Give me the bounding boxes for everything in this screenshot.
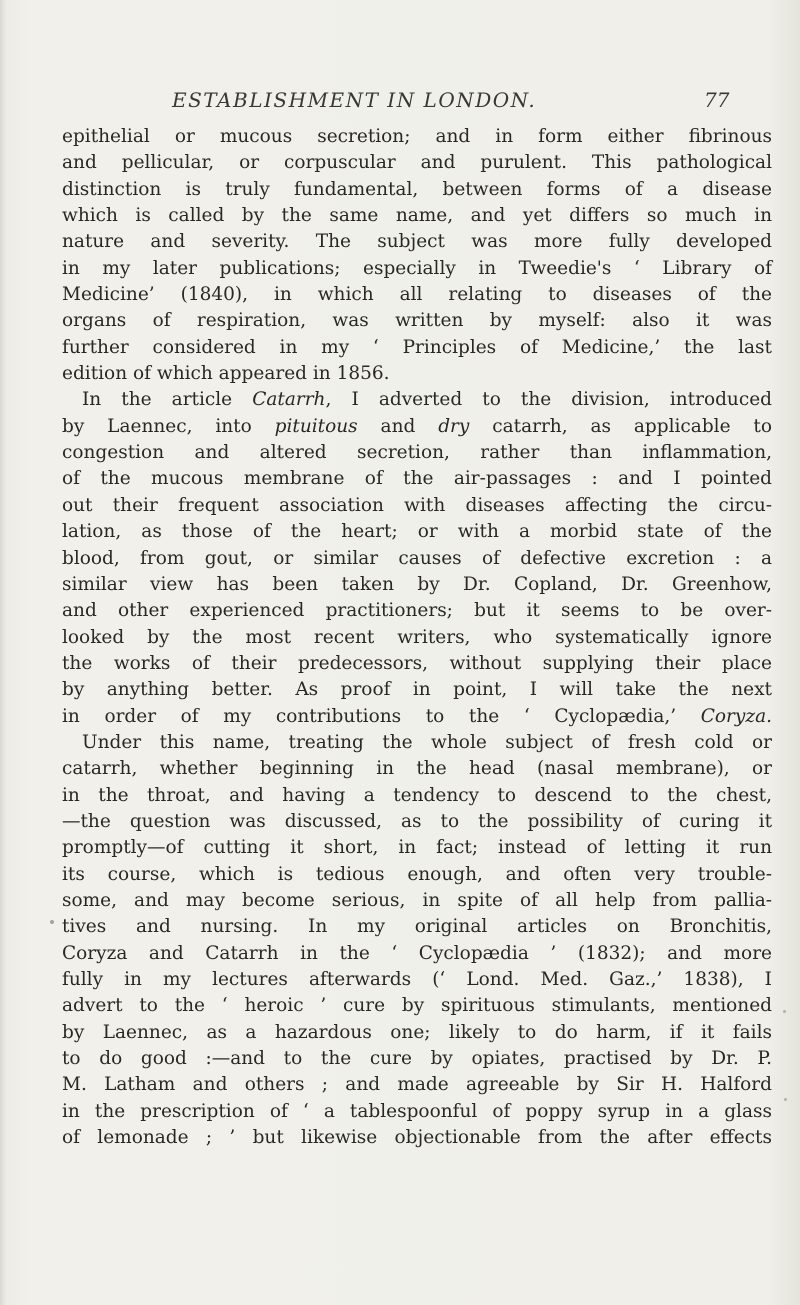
running-head [0, 88, 800, 118]
text-line: advert to the ‘ heroic ’ cure by spirituous stimulants, mentioned [62, 995, 772, 1017]
italic-term: Catarrh [252, 389, 326, 411]
text-line: to do good :—and to the cure by opiates, practised by Dr. P. [62, 1048, 772, 1070]
margin-mark [50, 920, 54, 924]
text-line: Coryza and Catarrh in the ‘ Cyclopædia ’ (1832); and more [62, 942, 772, 964]
text-line: M. Latham and others ; and made agreeable by Sir H. Halford [62, 1074, 772, 1096]
text-line: In the article Catarrh, I adverted to the division, introduced [82, 389, 772, 411]
text-line: by Laennec, as a hazardous one; likely to do harm, if it fails [62, 1021, 772, 1043]
text-line: out their frequent association with diseases affecting the circu- [62, 494, 772, 516]
text-line: congestion and altered secretion, rather than inflammation, [62, 442, 772, 464]
body-text [62, 124, 772, 1151]
text-line: promptly—of cutting it short, in fact; instead of letting it run [62, 837, 772, 859]
text-line: in my later publications; especially in Tweedie's ‘ Library of [62, 257, 772, 279]
text-line: Medicine’ (1840), in which all relating to diseases of the [62, 284, 772, 306]
page-number: 77 [704, 88, 730, 112]
text-line: fully in my lectures afterwards (‘ Lond. Med. Gaz.,’ 1838), I [62, 969, 772, 990]
text-line: further considered in my ‘ Principles of Medicine,’ the last [62, 336, 772, 358]
text-line: and pellicular, or corpuscular and purulent. This pathological [62, 152, 772, 174]
text-line: epithelial or mucous secretion; and in form either fibrinous [62, 126, 772, 147]
text-line: distinction is truly fundamental, between forms of a disease [62, 178, 772, 200]
text-line: in order of my contributions to the ‘ Cyclopædia,’ Coryza. [62, 705, 772, 727]
text-line: its course, which is tedious enough, and often very trouble- [62, 863, 772, 885]
italic-term: pituitous [274, 415, 358, 437]
text-line: by anything better. As proof in point, I will take the next [62, 679, 772, 701]
text-line: blood, from gout, or similar causes of defective excretion : a [62, 547, 772, 569]
italic-term: dry [438, 415, 470, 437]
text-line: organs of respiration, was written by myself: also it was [62, 310, 772, 332]
running-title: ESTABLISHMENT IN LONDON. [172, 88, 537, 112]
text-line: edition of which appeared in 1856. [62, 363, 390, 385]
text-line: in the prescription of ‘ a tablespoonful of poppy syrup in a glass [62, 1100, 772, 1122]
paper-speck [783, 1010, 786, 1013]
paper-speck [784, 1098, 787, 1101]
text-line: some, and may become serious, in spite of all help from pallia- [62, 889, 772, 911]
text-line: in the throat, and having a tendency to descend to the chest, [62, 784, 772, 806]
text-line: by Laennec, into pituitous and dry catarrh, as applicable to [62, 415, 772, 437]
text-line: lation, as those of the heart; or with a morbid state of the [62, 521, 772, 543]
text-line: which is called by the same name, and yet differs so much in [62, 205, 772, 227]
text-line: nature and severity. The subject was more fully developed [62, 231, 772, 253]
text-line: of lemonade ; ’ but likewise objectionable from the after effects [62, 1127, 772, 1149]
text-line: looked by the most recent writers, who systematically ignore [62, 626, 772, 648]
text-line: of the mucous membrane of the air-passages : and I pointed [62, 468, 772, 490]
page-gutter-edge [0, 0, 6, 1305]
text-line: Under this name, treating the whole subject of fresh cold or [82, 731, 772, 753]
text-line: —the question was discussed, as to the possibility of curing it [62, 810, 772, 832]
text-line: the works of their predecessors, without supplying their place [62, 652, 772, 674]
text-line: similar view has been taken by Dr. Copland, Dr. Greenhow, [62, 573, 772, 595]
text-line: and other experienced practitioners; but it seems to be over- [62, 600, 772, 622]
italic-term: Coryza. [700, 705, 772, 727]
text-line: catarrh, whether beginning in the head (nasal membrane), or [62, 758, 772, 780]
text-line: tives and nursing. In my original articles on Bronchitis, [62, 916, 772, 938]
